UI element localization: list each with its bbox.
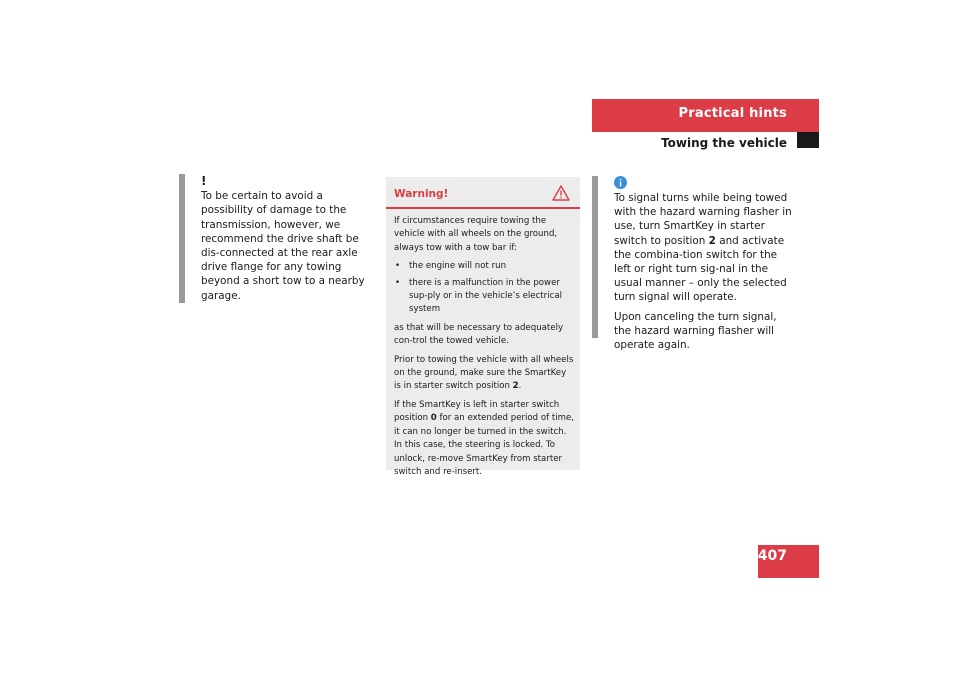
subsection-header	[592, 132, 797, 152]
list-item: • the engine will not run	[394, 260, 574, 273]
warning-header	[386, 177, 580, 209]
warning-p2-end: .	[518, 381, 522, 392]
warning-paragraph-3	[394, 399, 574, 479]
list-item: • there is a malfunction in the power sup-ply or in the vehicle’s electrical system	[394, 277, 574, 317]
header-tab-marker	[797, 132, 819, 148]
warning-p3-end: for an extended period of time, it can no longer be turned in the switch. In this case, the steering is locked. To unlock, re-move SmartKey from starter switch and re-insert.	[394, 413, 575, 477]
section-title: Practical hints	[678, 106, 787, 121]
exclamation-icon: !	[201, 174, 207, 188]
warning-paragraph-2	[394, 354, 574, 394]
switch-position-value: 0	[430, 413, 437, 424]
subsection-title: Towing the vehicle	[661, 136, 787, 150]
info-note	[592, 176, 792, 352]
page-number: 407	[757, 548, 787, 564]
info-p1-end: and activate the combina-tion switch for the left or right turn sig-nal in the usual manner – only the selected turn signal will operate.	[614, 234, 787, 304]
caution-note-text: To be certain to avoid a possibility of damage to the transmission, however, we recommend the drive shaft be dis-connected at the rear axle drive flange for any towing beyond a short tow to a nearby garage.	[201, 190, 365, 302]
warning-title: Warning!	[394, 188, 449, 200]
warning-p2-text: Prior to towing the vehicle with all wheels on the ground, make sure the SmartKey is in starter switch position	[394, 354, 574, 392]
info-icon	[614, 176, 627, 189]
warning-after-bullets: as that will be necessary to adequately con-trol the towed vehicle.	[394, 322, 564, 347]
warning-body	[386, 209, 580, 479]
switch-position-value: 2	[512, 381, 519, 392]
caution-note	[179, 174, 374, 303]
info-paragraph-2: Upon canceling the turn signal, the hazard warning flasher will operate again.	[614, 310, 777, 352]
warning-bullet-list	[394, 260, 574, 317]
info-paragraph-1	[614, 191, 792, 305]
warning-triangle-icon	[552, 185, 570, 201]
warning-intro: If circumstances require towing the vehicle with all wheels on the ground, always tow with a tow bar if:	[394, 216, 558, 253]
switch-position-value: 2	[708, 234, 716, 247]
warning-p3-text: If the SmartKey is left in starter switch position	[394, 399, 560, 424]
info-p1-text: To signal turns while being towed with the hazard warning flasher in use, turn SmartKey in starter switch to position	[614, 192, 792, 247]
section-header-bar	[592, 99, 819, 132]
warning-box	[386, 177, 580, 477]
page-number-box	[758, 545, 819, 578]
